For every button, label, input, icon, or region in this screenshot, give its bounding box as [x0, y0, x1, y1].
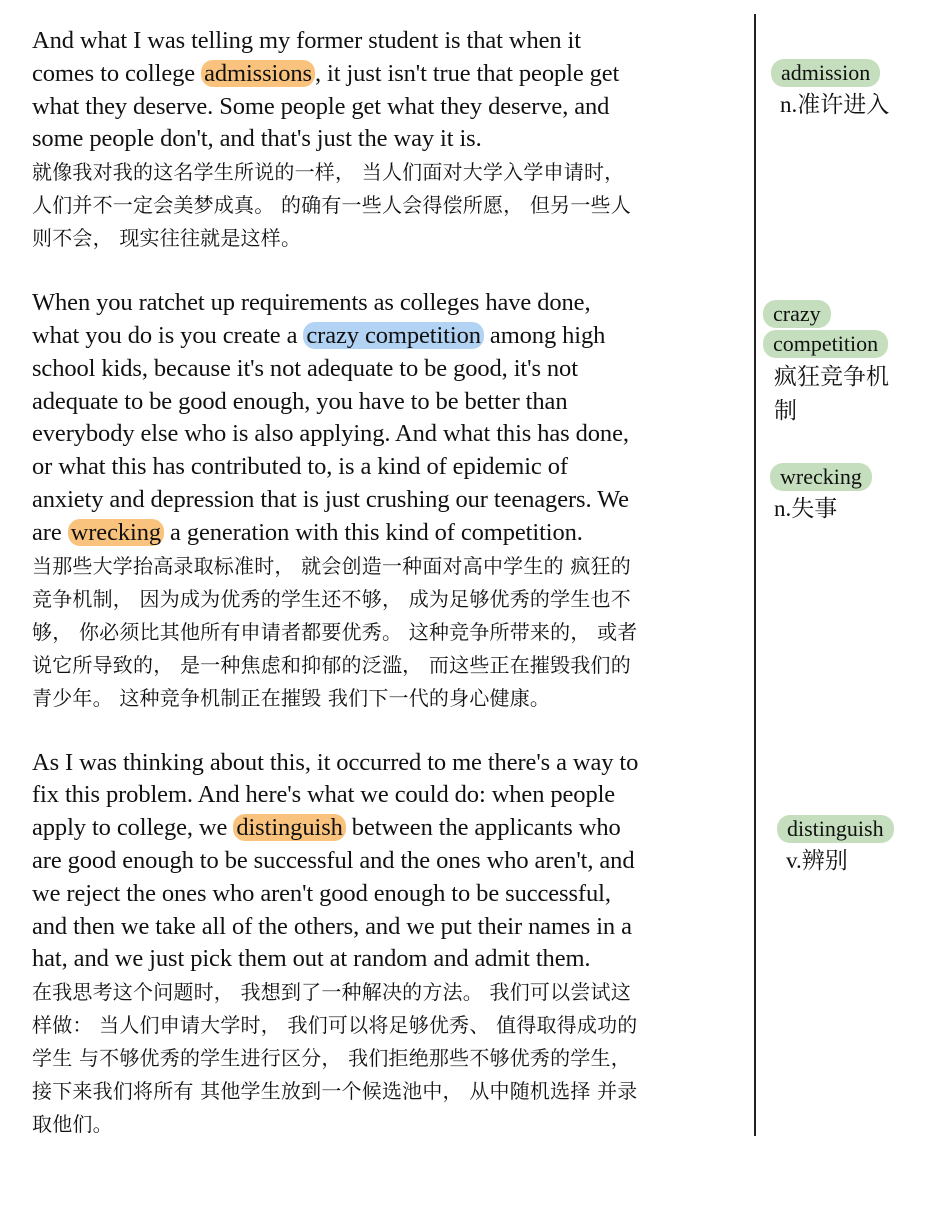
- main-text: [32, 25, 748, 1141]
- note-admission[interactable]: [771, 59, 889, 121]
- english-line: are wrecking a generation with this kind of competition.: [32, 518, 583, 546]
- english-line: adequate to be good enough, you have to be better than: [32, 387, 568, 415]
- chinese-line: 样做： 当人们申请大学时， 我们可以将足够优秀、 值得取得成功的: [32, 1013, 638, 1038]
- chinese-line: 人们并不一定会美梦成真。 的确有一些人会得偿所愿， 但另一些人: [32, 193, 631, 218]
- paragraph-1: [32, 25, 748, 255]
- paragraph-2: [32, 287, 748, 714]
- highlight-admissions[interactable]: admissions: [201, 60, 315, 87]
- chinese-line: 够， 你必须比其他所有申请者都要优秀。 这种竞争所带来的， 或者: [32, 619, 638, 644]
- chinese-line: 则不会， 现实往往就是这样。: [32, 226, 302, 251]
- english-line: comes to college admissions , it just isn't true that people get: [32, 59, 620, 87]
- margin-divider: [754, 14, 756, 1136]
- english-line: When you ratchet up requirements as colleges have done,: [32, 289, 591, 317]
- english-line: As I was thinking about this, it occurred to me there's a way to: [32, 748, 639, 776]
- note-distinguish[interactable]: [777, 815, 894, 877]
- note-term: competition: [763, 330, 888, 358]
- chinese-line: 接下来我们将所有 其他学生放到一个候选池中， 从中随机选择 并录: [32, 1079, 638, 1104]
- chinese-line: 当那些大学抬高录取标准时， 就会创造一种面对高中学生的 疯狂的: [32, 553, 631, 578]
- note-definition: n.失事: [774, 496, 838, 521]
- chinese-line: 青少年。 这种竞争机制正在摧毁 我们下一代的身心健康。: [32, 685, 551, 710]
- chinese-line: 在我思考这个问题时， 我想到了一种解决的方法。 我们可以尝试这: [32, 980, 631, 1005]
- highlight-crazy-competition[interactable]: crazy competition: [303, 322, 484, 349]
- note-wrecking[interactable]: [770, 463, 872, 525]
- english-line: fix this problem. And here's what we could do: when people: [32, 781, 616, 809]
- english-line: and then we take all of the others, and we put their names in a: [32, 912, 632, 940]
- note-definition: 制: [774, 398, 797, 424]
- chinese-line: 说它所导致的， 是一种焦虑和抑郁的泛滥， 而这些正在摧毁我们的: [32, 652, 631, 677]
- english-line: anxiety and depression that is just crushing our teenagers. We: [32, 485, 629, 513]
- english-line: apply to college, we distinguish between the applicants who: [32, 814, 621, 842]
- english-line: some people don't, and that's just the way it is.: [32, 125, 482, 153]
- highlight-wrecking[interactable]: wrecking: [68, 519, 164, 546]
- note-term: distinguish: [777, 815, 894, 843]
- english-line: or what this has contributed to, is a kind of epidemic of: [32, 453, 568, 481]
- chinese-line: 学生 与不够优秀的学生进行区分， 我们拒绝那些不够优秀的学生，: [32, 1046, 631, 1071]
- english-line: what they deserve. Some people get what they deserve, and: [32, 92, 610, 120]
- note-definition: 疯狂竞争机: [774, 364, 889, 390]
- chinese-line: 就像我对我的这名学生所说的一样， 当人们面对大学入学申请时，: [32, 160, 625, 185]
- note-term: wrecking: [770, 463, 872, 491]
- highlight-distinguish[interactable]: distinguish: [233, 814, 345, 841]
- english-line: hat, and we just pick them out at random and admit them.: [32, 945, 591, 973]
- note-term: crazy: [763, 300, 831, 328]
- chinese-line: 取他们。: [32, 1112, 113, 1137]
- english-line: are good enough to be successful and the ones who aren't, and: [32, 846, 635, 874]
- chinese-line: 竞争机制， 因为成为优秀的学生还不够， 成为足够优秀的学生也不: [32, 586, 631, 611]
- note-definition: v.辨别: [786, 848, 848, 873]
- english-line: we reject the ones who aren't good enough to be successful,: [32, 879, 611, 907]
- note-term: admission: [771, 59, 880, 87]
- english-line: And what I was telling my former student is that when it: [32, 27, 581, 54]
- english-line: what you do is you create a crazy competition among high: [32, 321, 606, 349]
- paragraph-3: [32, 747, 748, 1142]
- note-definition: n.准许进入: [780, 92, 890, 117]
- english-line: school kids, because it's not adequate to be good, it's not: [32, 354, 578, 382]
- note-crazy-competition[interactable]: [763, 300, 889, 428]
- english-line: everybody else who is also applying. And what this has done,: [32, 420, 629, 448]
